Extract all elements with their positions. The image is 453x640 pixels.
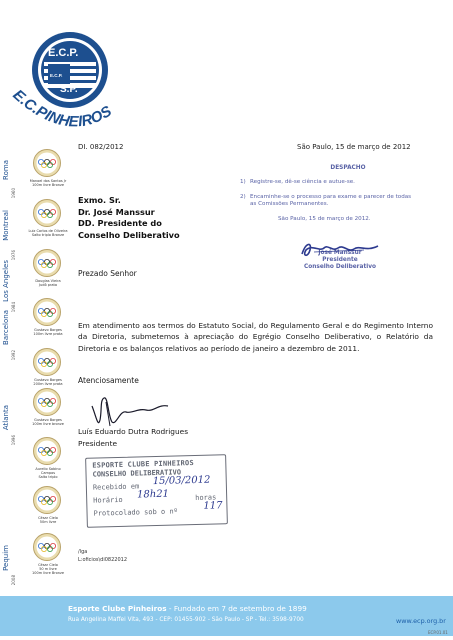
footer-founded: - Fundado em 7 de setembro de 1899 <box>166 604 307 613</box>
stamp-time-label: Horário <box>93 495 123 505</box>
year-number: 1996 <box>11 435 16 446</box>
year-city: Atlanta <box>2 405 10 431</box>
document-reference: DI. 082/2012 <box>78 143 124 151</box>
olympic-medal-icon <box>32 148 62 178</box>
despacho-item <box>240 179 416 187</box>
addressee-line: DD. Presidente do <box>78 218 162 228</box>
olympic-medal-icon <box>32 297 62 327</box>
document-code: ECP.01.01 <box>428 630 448 635</box>
file-path: L:oficios\di0822012 <box>78 557 127 563</box>
addressee-line: Exmo. Sr. <box>78 195 121 205</box>
medal-caption: Aurelio Sabino Campos Salto triplo <box>35 467 61 479</box>
despacho-date: São Paulo, 15 de março de 2012. <box>278 215 371 222</box>
addressee-line: Conselho Deliberativo <box>78 229 180 240</box>
despacho-heading: DESPACHO <box>330 165 366 171</box>
despacho-item-number: 1) <box>240 179 246 185</box>
medal-caption: César Cielo 50m livre <box>38 516 58 524</box>
despacho-item-number: 2) <box>240 193 246 200</box>
club-logo <box>0 0 150 130</box>
dateline: São Paulo, 15 de março de 2012 <box>297 143 411 151</box>
year-city: Pequim <box>2 545 10 571</box>
logo-badge-text: E.C.P. <box>50 73 63 78</box>
olympic-medal-icon <box>32 347 62 377</box>
year-city: Montreal <box>2 210 10 241</box>
year-city: Barcelona <box>2 310 10 345</box>
signer-block <box>78 426 188 449</box>
olympic-medal-icon <box>32 436 62 466</box>
footer-website-link[interactable]: www.ecp.org.br <box>396 617 446 625</box>
signer-title: Presidente <box>78 438 118 448</box>
closing: Atenciosamente <box>78 376 139 385</box>
despacho-item <box>240 194 416 209</box>
olympic-medal-icon <box>32 532 62 562</box>
despacho-item-text: Registre-se, dê-se ciência e autue-se. <box>250 179 355 185</box>
stamp-received-value: 15/03/2012 <box>152 474 211 488</box>
year-number: 1992 <box>11 350 16 361</box>
stamp-received-label: Recebido em <box>92 482 140 492</box>
despacho-signer-name: José Manssur <box>318 250 362 256</box>
stamp-org: ESPORTE CLUBE PINHEIROS <box>92 459 194 470</box>
medal-caption: Gustavo Borges 200m livre prata <box>33 378 63 386</box>
logo-arc-text: E.C.PINHEIROS <box>9 86 115 130</box>
file-reference <box>78 548 127 564</box>
letter-body: Em atendimento aos termos do Estatuto Social, do Regulamento Geral e do Regimento Interno da Diretoria, submetemos à apreciação do Egrégio Conselho Deliberativo, o Relatório da Diretoria e os balanços relativos ao período de janeiro a dezembro de 2011. <box>78 321 433 353</box>
signer-name: Luís Eduardo Dutra Rodrigues <box>78 427 189 436</box>
despacho-block <box>240 165 416 271</box>
medal-caption: Luiz Carlos de Oliveira Salto triplo Bronze <box>28 229 68 237</box>
handwritten-signature <box>294 238 384 260</box>
typist-initials: /lga <box>78 549 88 555</box>
stamp-protocol-label: Protocolado sob o nº <box>93 507 178 518</box>
olympic-medal-icon <box>32 198 62 228</box>
year-number: 1976 <box>11 250 16 261</box>
logo-text-sp: S.P. <box>60 84 78 95</box>
medal-caption: Gustavo Borges 100m livre prata <box>33 328 63 336</box>
despacho-signature-block <box>280 250 400 272</box>
footer-bar <box>0 596 453 636</box>
medal-caption: Douglas Vieira Judô prata <box>35 279 61 287</box>
greeting: Prezado Senhor <box>78 269 137 278</box>
olympic-medal-icon <box>32 485 62 515</box>
stamp-protocol-value: 117 <box>203 500 223 512</box>
medal-caption: Manoel dos Santos Jr 100m livre Bronze <box>29 179 67 187</box>
footer-org: Esporte Clube Pinheiros <box>68 604 167 613</box>
olympic-medal-icon <box>32 387 62 417</box>
medal-caption: Gustavo Borges 100m livre bronze <box>32 418 64 426</box>
footer-org-line <box>68 604 307 613</box>
medal-caption: César Cielo 50 m livre 100m livre Bronze <box>32 563 64 575</box>
stamp-dept: CONSELHO DELIBERATIVO <box>92 468 182 479</box>
year-number: 1984 <box>11 302 16 313</box>
year-city: Los Angeles <box>2 260 10 302</box>
logo-text-ecp: E.C.P. <box>48 47 79 59</box>
stamp-hours-label: horas <box>195 493 217 502</box>
year-number: 1960 <box>11 188 16 199</box>
receipt-stamp <box>85 454 228 528</box>
addressee-line: Dr. José Manssur <box>78 206 155 217</box>
despacho-signer-org: Conselho Deliberativo <box>304 264 376 271</box>
olympic-medal-icon <box>32 248 62 278</box>
addressee-block <box>78 195 180 241</box>
year-number: 2008 <box>11 575 16 586</box>
despacho-item-text: Encaminhe-se o processo para exame e parecer de todas as Comissões Permanentes. <box>250 193 412 208</box>
year-city: Roma <box>2 160 10 180</box>
footer-address: Rua Angelina Maffei Vita, 493 - CEP: 01455-902 - São Paulo - SP - Tel.: 3598-9700 <box>68 617 304 623</box>
olympic-sidebar <box>0 140 68 588</box>
stamp-time-value: 18h21 <box>136 488 170 501</box>
despacho-signer-title: Presidente <box>322 257 358 264</box>
